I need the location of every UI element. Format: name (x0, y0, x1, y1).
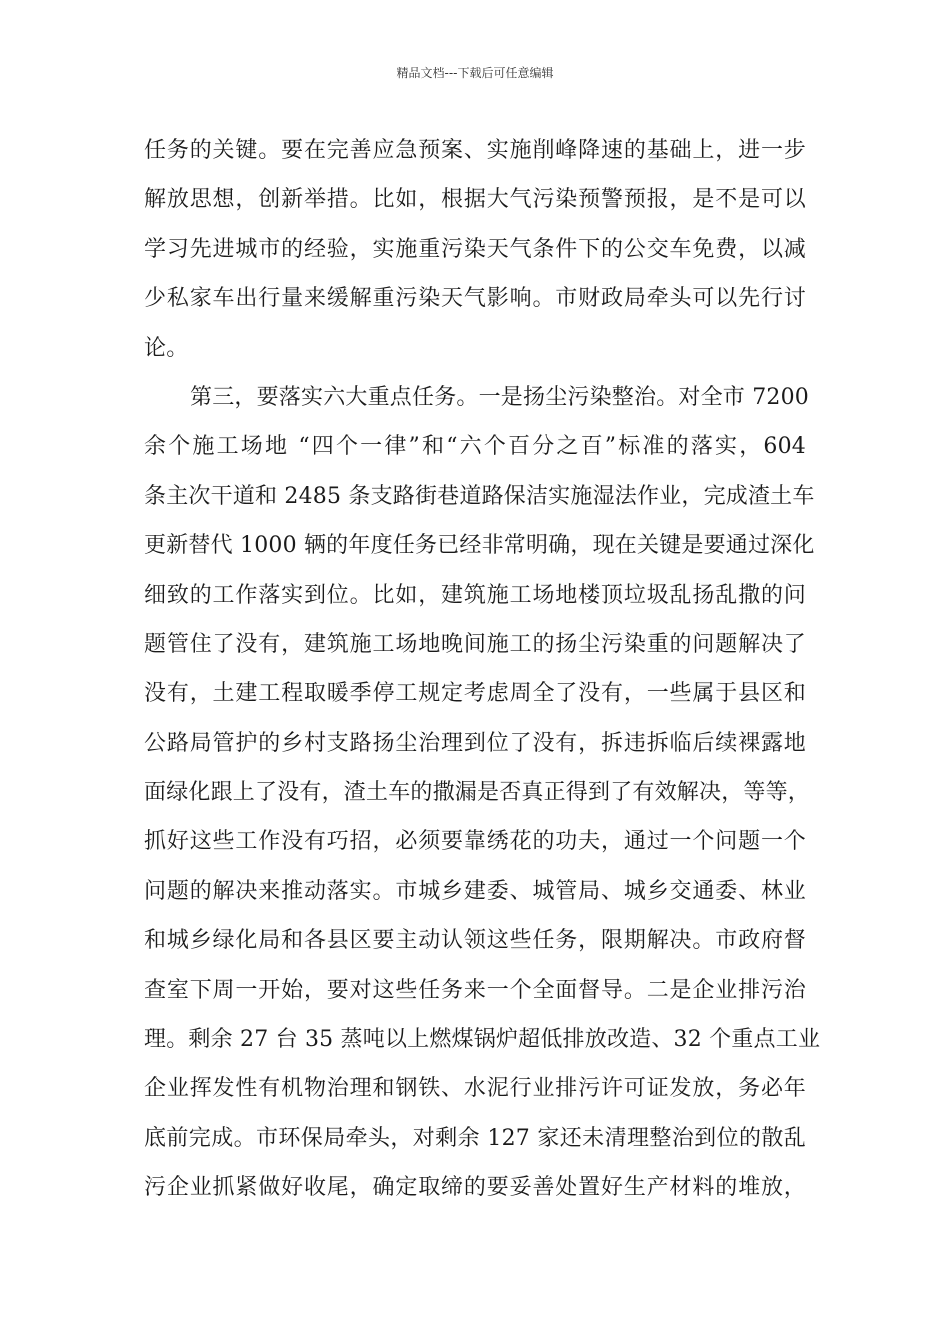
text-line: 余个施工场地 “四个一律”和“六个百分之百”标准的落实，604 (144, 434, 806, 460)
text-line: 抓好这些工作没有巧招，必须要靠绣花的功夫，通过一个问题一个 (144, 829, 806, 855)
text-line: 公路局管护的乡村支路扬尘治理到位了没有，拆违拆临后续裸露地 (144, 730, 806, 756)
text-line: 更新替代 1000 辆的年度任务已经非常明确，现在关键是要通过深化 (144, 533, 815, 559)
text-line: 题管住了没有，建筑施工场地晚间施工的扬尘污染重的问题解决了 (144, 631, 806, 657)
text-line: 查室下周一开始，要对这些任务来一个全面督导。二是企业排污治 (144, 977, 806, 1003)
text-line: 任务的关键。要在完善应急预案、实施削峰降速的基础上，进一步 (144, 138, 806, 163)
text-line: 底前完成。市环保局牵头，对剩余 127 家还未清理整治到位的散乱 (144, 1125, 806, 1151)
text-line: 条主次干道和 2485 条支路街巷道路保洁实施湿法作业，完成渣土车 (144, 483, 815, 509)
text-line: 和城乡绿化局和各县区要主动认领这些任务，限期解决。市政府督 (144, 928, 806, 954)
text-line: 面绿化跟上了没有，渣土车的撒漏是否真正得到了有效解决，等等， (144, 780, 811, 806)
paragraph-2 (144, 378, 821, 1218)
paragraph-1 (144, 131, 806, 378)
document-body (144, 131, 821, 1218)
text-line: 解放思想，创新举措。比如，根据大气污染预警预报，是不是可以 (144, 187, 806, 213)
text-line: 理。剩余 27 台 35 蒸吨以上燃煤锅炉超低排放改造、32 个重点工业 (144, 1027, 821, 1053)
text-line: 问题的解决来推动落实。市城乡建委、城管局、城乡交通委、林业 (144, 878, 806, 904)
text-line: 细致的工作落实到位。比如，建筑施工场地楼顶垃圾乱扬乱撒的问 (144, 582, 806, 608)
page-header: 精品文档---下载后可任意编辑 (396, 66, 554, 80)
text-line: 学习先进城市的经验，实施重污染天气条件下的公交车免费，以减 (144, 236, 806, 262)
text-line: 污企业抓紧做好收尾，确定取缔的要妥善处置好生产材料的堆放， (144, 1175, 806, 1201)
text-line: 第三，要落实六大重点任务。一是扬尘污染整治。对全市 7200 (190, 384, 809, 410)
text-line: 没有，土建工程取暖季停工规定考虑周全了没有，一些属于县区和 (144, 681, 806, 707)
text-line: 论。 (144, 335, 189, 361)
text-line: 企业挥发性有机物治理和钢铁、水泥行业排污许可证发放，务必年 (144, 1076, 806, 1102)
text-line: 少私家车出行量来缓解重污染天气影响。市财政局牵头可以先行讨 (144, 286, 806, 312)
